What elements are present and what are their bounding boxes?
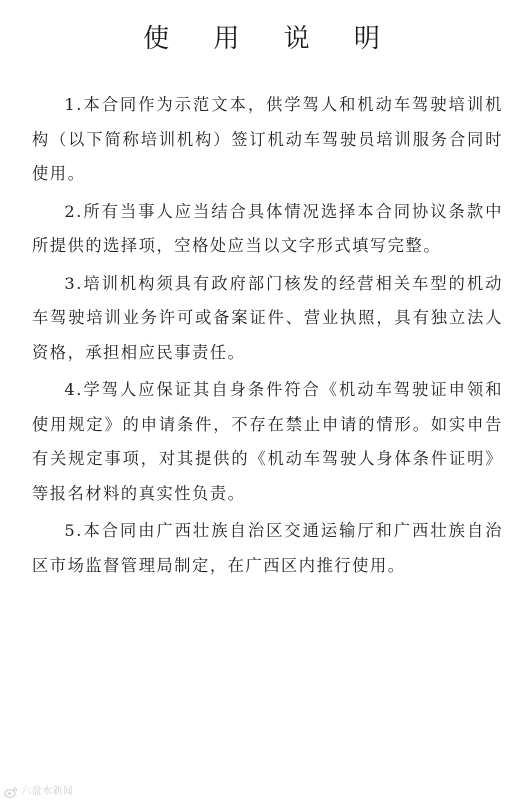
page-title: 使 用 说 明 bbox=[143, 24, 398, 54]
instruction-item-4: 4.学驾人应保证其自身条件符合《机动车驾驶证申领和使用规定》的申请条件，不存在禁止申请的情形。如实申告有关规定事项，对其提供的《机动车驾驶人身体条件证明》等报名材料的真实性负责。 bbox=[32, 380, 503, 503]
instruction-item-1: 1.本合同作为示范文本，供学驾人和机动车驾驶培训机构（以下简称培训机构）签订机动车驾驶员培训服务合同时使用。 bbox=[32, 95, 503, 183]
instruction-item-2: 2.所有当事人应当结合具体情况选择本合同协议条款中所提供的选择项，空格处应当以文字形式填写完整。 bbox=[32, 201, 503, 255]
watermark bbox=[4, 781, 74, 797]
instructions-body bbox=[32, 88, 503, 586]
instruction-item-3: 3.培训机构须具有政府部门核发的经营相关车型的机动车驾驶培训业务许可或备案证件、营业执照，具有独立法人资格，承担相应民事责任。 bbox=[32, 273, 503, 362]
watermark-text: 六盘水新闻 bbox=[21, 785, 74, 797]
instruction-item-5: 5.本合同由广西壮族自治区交通运输厅和广西壮族自治区市场监督管理局制定，在广西区内推行使用。 bbox=[32, 521, 503, 575]
weibo-icon bbox=[4, 783, 18, 795]
